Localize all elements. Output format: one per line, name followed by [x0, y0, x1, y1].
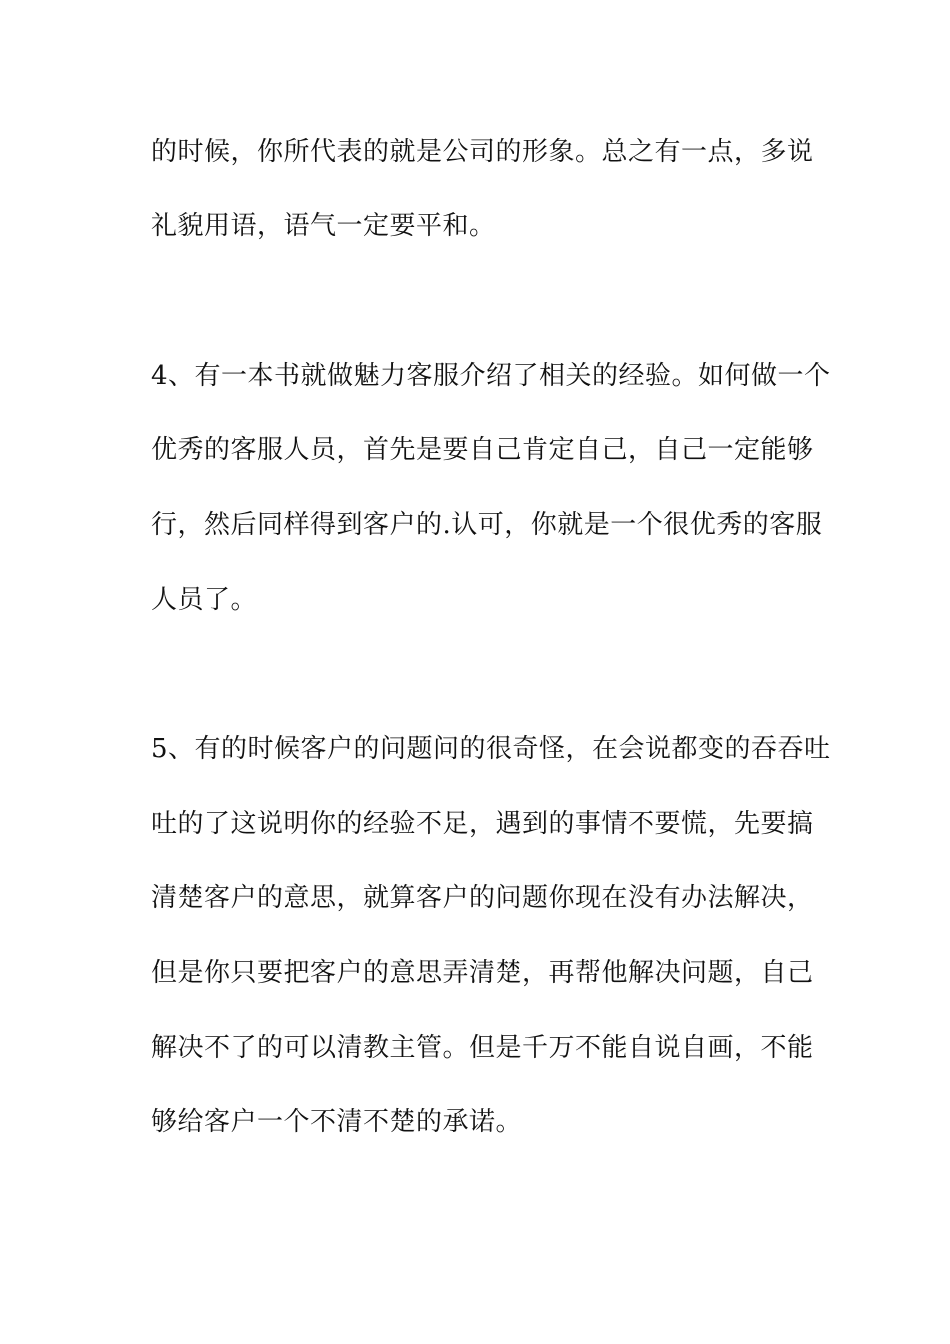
- paragraph-2-line-1: 4、有一本书就做魅力客服介绍了相关的经验。如何做一个: [151, 361, 831, 391]
- paragraph-1-line-2: 礼貌用语，语气一定要平和。: [151, 211, 496, 241]
- paragraph-3-line-6: 够给客户一个不清不楚的承诺。: [151, 1107, 523, 1137]
- paragraph-2-line-2: 优秀的客服人员，首先是要自己肯定自己，自己一定能够: [151, 435, 814, 465]
- paragraph-3-line-3: 清楚客户的意思，就算客户的问题你现在没有办法解决，: [151, 883, 814, 913]
- paragraph-2-line-3: 行，然后同样得到客户的.认可，你就是一个很优秀的客服: [151, 510, 823, 540]
- paragraph-3-line-2: 吐的了这说明你的经验不足，遇到的事情不要慌，先要搞: [151, 809, 814, 839]
- paragraph-1-line-1: 的时候，你所代表的就是公司的形象。总之有一点，多说: [151, 137, 814, 167]
- paragraph-3-line-4: 但是你只要把客户的意思弄清楚，再帮他解决问题，自己: [151, 958, 814, 988]
- paragraph-2-line-4: 人员了。: [151, 585, 258, 615]
- paragraph-3-line-1: 5、有的时候客户的问题问的很奇怪，在会说都变的吞吞吐: [151, 734, 831, 764]
- paragraph-3-line-5: 解决不了的可以清教主管。但是千万不能自说自画，不能: [151, 1033, 814, 1063]
